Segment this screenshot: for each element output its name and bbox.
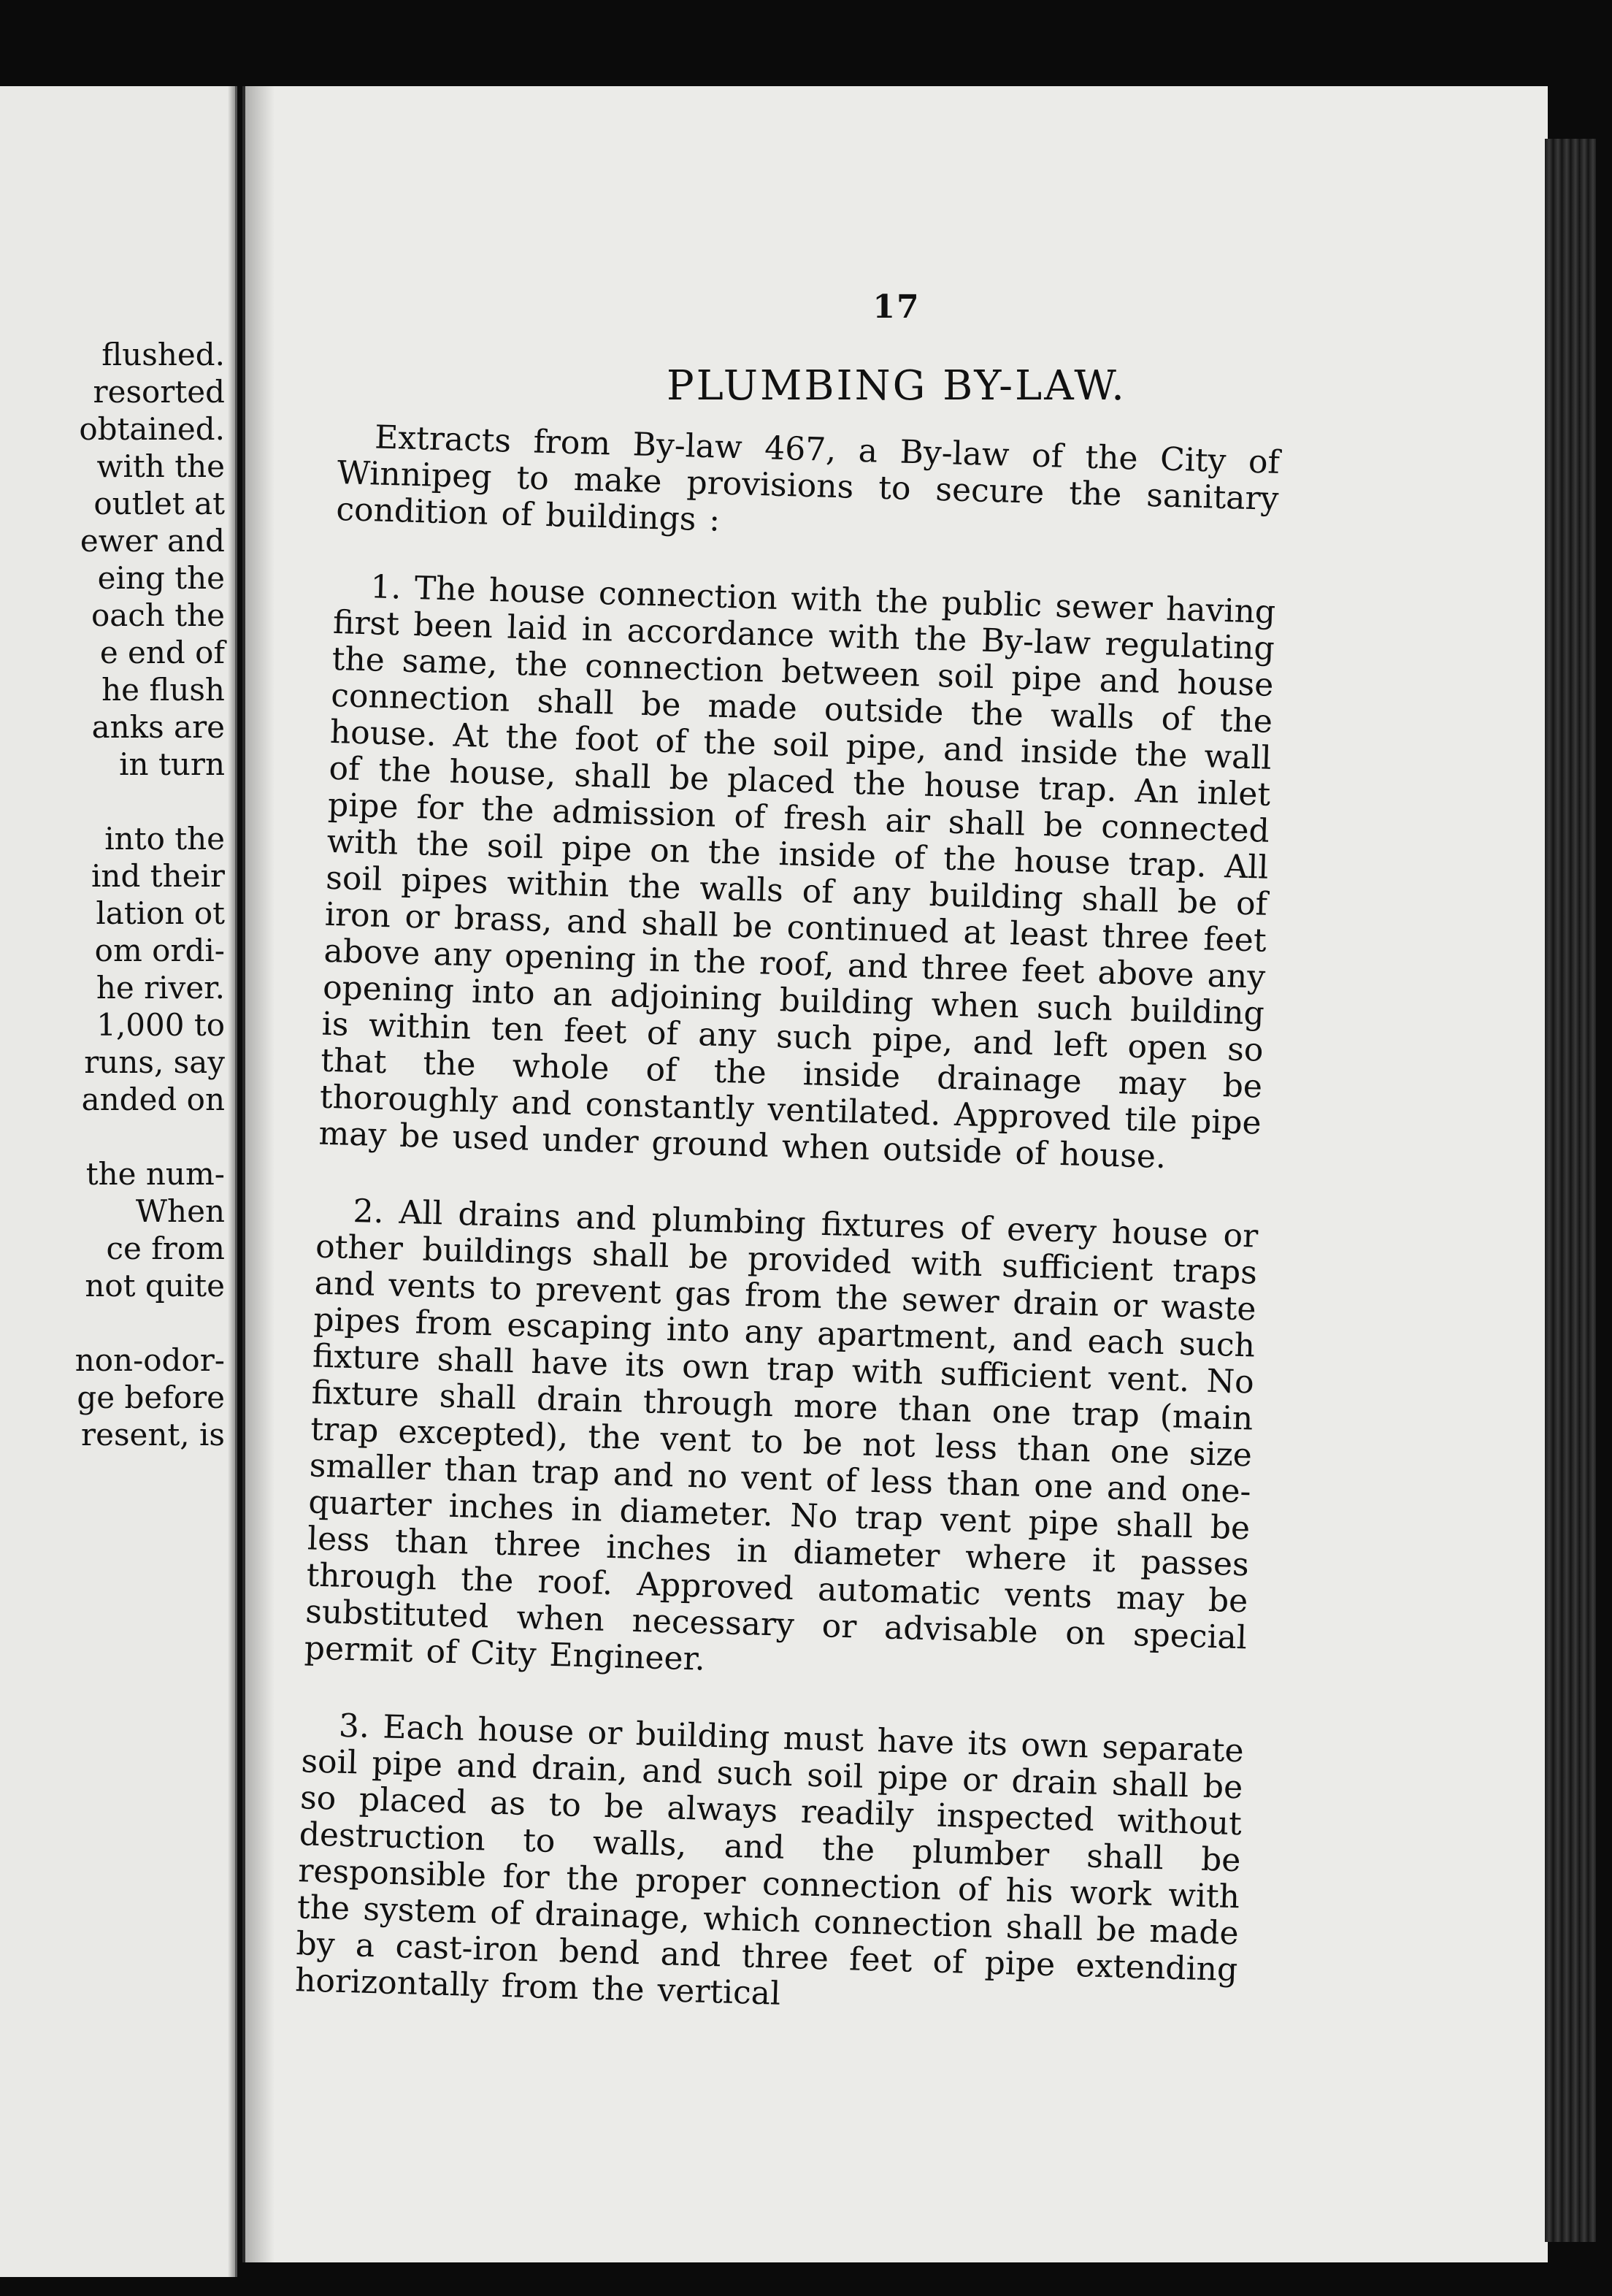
page-number: 17	[872, 288, 921, 326]
left-line: ge before	[77, 1379, 225, 1415]
left-line: not quite	[85, 1268, 225, 1304]
left-line: anded on	[81, 1082, 225, 1117]
left-line: he river.	[96, 970, 225, 1006]
intro-paragraph: Extracts from By-law 467, a By-law of the City of Winnipeg to make provisions to secure the sanitary condition of buildings :	[335, 418, 1281, 539]
left-line: outlet at	[93, 486, 225, 521]
section-2-paragraph: 2. All drains and plumbing fixtures of every house or other buildings shall be provided with sufficient traps and vents to prevent gas from the sewer drain or waste pipes from escaping into any apartment, and each such fixture shall have its own trap with sufficient vent. No fixture shall drain through more than one trap (main trap excepted), the vent to be not less than one size smaller than trap and no vent of less than one and one-quarter inches in diameter. No trap vent pipe shall be less than three inches in diameter where it passes through the roof. Approved automatic vents may be substituted when necessary or advisable on special permit of City Engineer.	[304, 1192, 1259, 1678]
section-1-paragraph: 1. The house connection with the public sewer having first been laid in accordance with the By-law regulating the same, the connection between soil pipe and house connection shall be made outside the walls of the house. At the foot of the soil pipe, and inside the wall of the house, shall be placed the house trap. An inlet pipe for the admission of fresh air shall be connected with the soil pipe on the inside of the house trap. All soil pipes within the walls of any building shall be of iron or brass, and shall be continued at least three feet above any opening in the roof, and three feet above any opening into an adjoining building when such building is within ten feet of any such pipe, and left open so that the whole of the inside drainage may be thoroughly and constantly ventilated. Approved tile pipe may be used under ground when outside of house.	[318, 568, 1276, 1176]
page-edge-shadow	[228, 86, 235, 2277]
left-line: into the	[104, 821, 225, 857]
left-line: obtained.	[79, 411, 225, 447]
book-binding-edge	[1545, 139, 1596, 2242]
left-line: non-odor-	[74, 1342, 225, 1378]
left-line: runs, say	[84, 1044, 225, 1080]
left-page-text	[6, 336, 225, 1453]
section-3-paragraph: 3. Each house or building must have its own separate soil pipe and drain, and such soil pipe or drain shall be so placed as to be always readily inspected without destruction to walls, and the plumber shall be responsible for the proper connection of his work with the system of drainage, which connection shall be made by a cast-iron bend and three feet of pipe extending horizontally from the vertical	[294, 1707, 1245, 2013]
left-line: e end of	[99, 635, 225, 670]
left-line: ind their	[91, 858, 225, 894]
left-line: resorted	[93, 374, 225, 410]
left-line: with the	[96, 448, 225, 484]
right-page	[242, 86, 1548, 2262]
left-line: eing the	[97, 560, 225, 596]
left-line: lation ot	[96, 895, 225, 931]
body-text	[293, 418, 1280, 2065]
left-line: the num-	[85, 1156, 225, 1192]
left-line: om ordi-	[94, 933, 225, 968]
left-gap	[6, 1304, 225, 1342]
page-gutter-shadow	[245, 86, 275, 2262]
left-gap	[6, 1118, 225, 1155]
left-facing-page	[0, 86, 237, 2277]
left-line: resent, is	[81, 1417, 225, 1453]
left-line: flushed.	[101, 337, 225, 372]
left-line: When	[135, 1193, 225, 1229]
left-gap	[6, 783, 225, 820]
left-line: ce from	[106, 1231, 225, 1266]
left-line: 1,000 to	[96, 1007, 225, 1043]
left-line: oach the	[91, 597, 225, 633]
left-line: in turn	[119, 746, 225, 782]
left-line: ewer and	[80, 523, 225, 559]
left-line: anks are	[91, 709, 225, 745]
page-title: PLUMBING BY-LAW.	[667, 362, 1127, 410]
left-line: he flush	[101, 672, 225, 708]
